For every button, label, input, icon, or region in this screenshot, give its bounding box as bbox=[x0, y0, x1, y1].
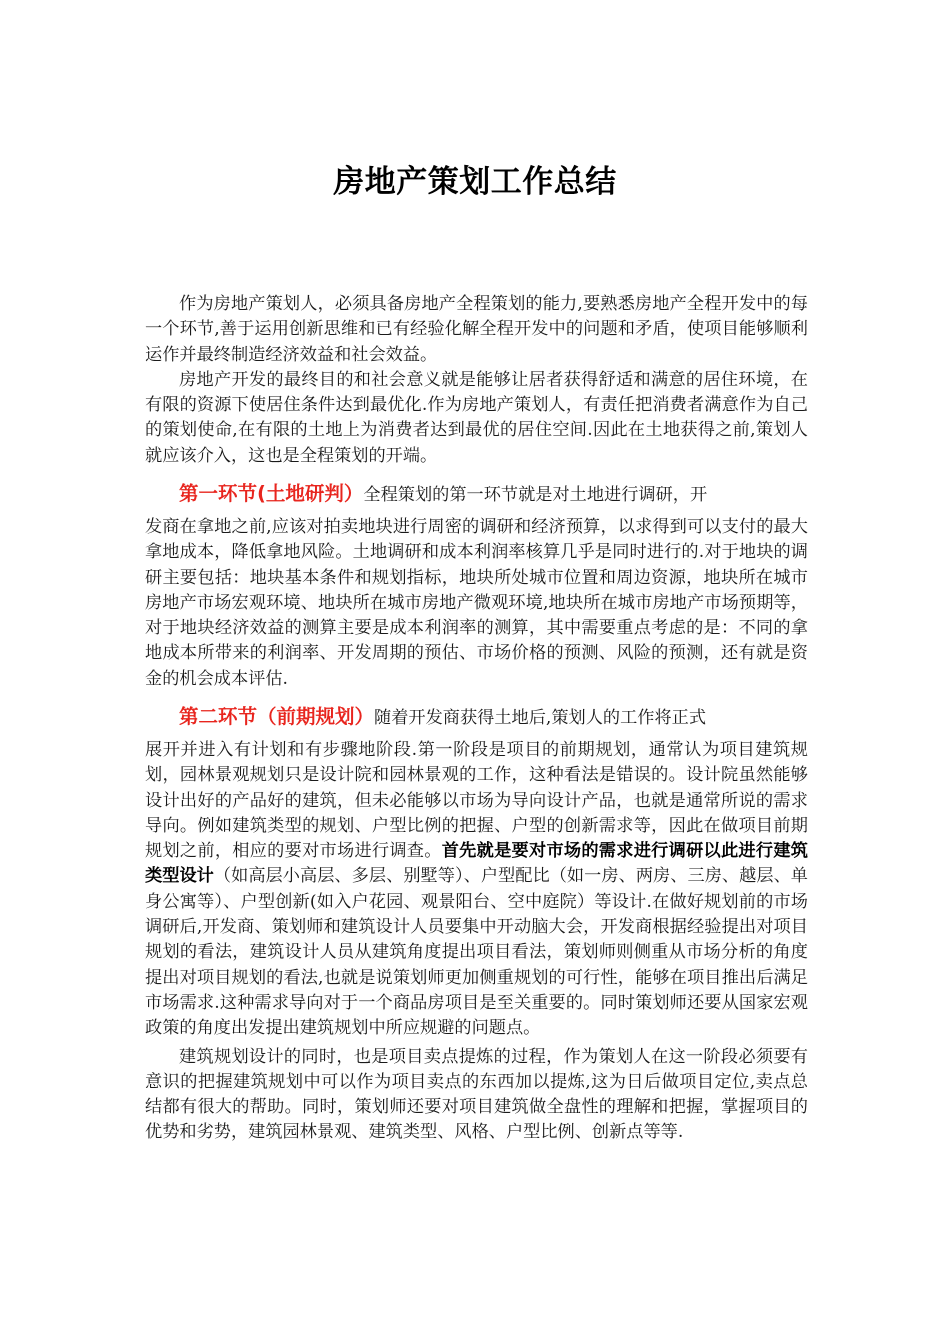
section-early-planning-lead: 随着开发商获得土地后,策划人的工作将正式 bbox=[374, 708, 707, 728]
paragraph-goal: 房地产开发的最终目的和社会意义就是能够让居者获得舒适和满意的居住环境，在有限的资源下使居住条件达到最优化.作为房地产策划人，有责任把消费者满意作为自己的策划使命,在有限的土地上为消费者达到最优的居住空间.因此在土地获得之前,策划人就应该介入，这也是全程策划的开端。 bbox=[145, 369, 808, 466]
section-land-study-paragraph bbox=[145, 478, 808, 513]
paragraph-selling-points: 建筑规划设计的同时，也是项目卖点提炼的过程，作为策划人在这一阶段必须要有意识的把握建筑规划中可以作为项目卖点的东西加以提炼,这为日后做项目定位,卖点总结都有很大的帮助。同时，策划师还要对项目建筑做全盘性的理解和把握，掌握项目的优势和劣势，建筑园林景观、建筑类型、风格、户型比例、创新点等等. bbox=[145, 1046, 808, 1143]
section-heading-early-planning: 第二环节（前期规划） bbox=[179, 705, 375, 728]
section-early-planning-paragraph bbox=[145, 701, 808, 736]
section-early-planning-body-a: 展开并进入有计划和有步骤地阶段.第一阶段是项目的前期规划，通常认为项目建筑规划，园林景观规划只是设计院和园林景观的工作，这种看法是错误的。设计院虽然能够设计出好的产品好的建筑，但未必能够以市场为导向设计产品，也就是通常所说的需求导向。例如建筑类型的规划、户型比例的把握、户型的创新需求等，因此在做项目前期规划之前，相应的要对市场进行调查。 bbox=[145, 740, 808, 862]
section-early-planning-first-line bbox=[145, 701, 808, 736]
section-land-study-first-line bbox=[145, 478, 808, 513]
section-early-planning-emphasis: 首先就是要对市场的需求进行调研以此进行建筑类型设计 bbox=[145, 841, 808, 887]
section-early-planning bbox=[145, 701, 808, 1146]
section-land-study-body: 发商在拿地之前,应该对拍卖地块进行周密的调研和经济预算，以求得到可以支付的最大拿地成本，降低拿地风险。土地调研和成本利润率核算几乎是同时进行的.对于地块的调研主要包括：地块基本条件和规划指标，地块所处城市位置和周边资源，地块所在城市房地产市场宏观环境、地块所在城市房地产微观环境,地块所在城市房地产市场预期等，对于地块经济效益的测算主要是成本利润率的测算，其中需要重点考虑的是：不同的拿地成本所带来的利润率、开发周期的预估、市场价格的预测、风险的预测，还有就是资金的机会成本评估. bbox=[145, 517, 808, 689]
section-heading-land-study: 第一环节(土地研判） bbox=[179, 482, 364, 505]
section-land-study bbox=[145, 478, 808, 692]
section-land-study-lead: 全程策划的第一环节就是对土地进行调研，开 bbox=[363, 485, 708, 505]
document-title: 房地产策划工作总结 bbox=[333, 164, 617, 200]
section-early-planning-body-b: （如高层小高层、多层、别墅等）、户型配比（如一房、两房、三房、越层、单身公寓等）、户型创新(如入户花园、观景阳台、空中庭院）等设计.在做好规划前的市场调研后,开发商、策划师和建筑设计人员要集中开动脑大会，开发商根据经验提出对项目规划的看法，建筑设计人员从建筑角度提出项目看法，策划师则侧重从市场分析的角度提出对项目规划的看法,也就是说策划师更加侧重规划的可行性，能够在项目推出后满足市场需求.这种需求导向对于一个商品房项目是至关重要的。同时策划师还要从国家宏观政策的角度出发提出建筑规划中所应规避的问题点。 bbox=[145, 866, 808, 1039]
section-early-planning-body bbox=[145, 738, 808, 1042]
paragraph-intro: 作为房地产策划人，必须具备房地产全程策划的能力,要熟悉房地产全程开发中的每一个环节,善于运用创新思维和已有经验化解全程开发中的问题和矛盾，使项目能够顺利运作并最终制造经济效益和社会效益。 bbox=[145, 294, 808, 365]
body-block-intro bbox=[145, 292, 808, 469]
